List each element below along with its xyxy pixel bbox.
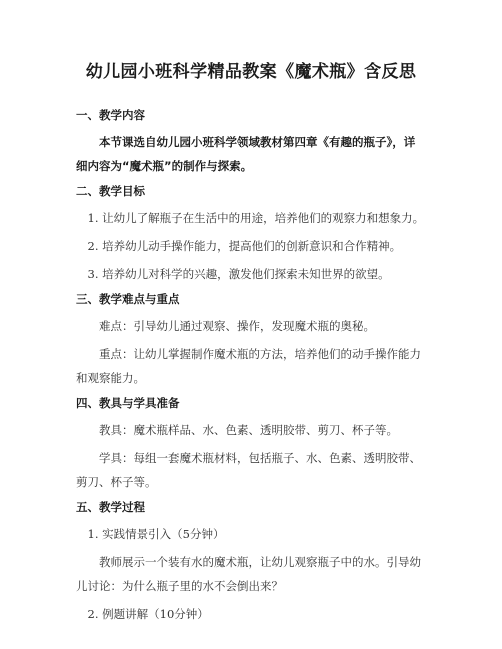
list-item: 1. 实践情景引入（5分钟） bbox=[87, 527, 225, 541]
section-heading: 三、教学难点与重点 bbox=[76, 292, 180, 306]
paragraph: 教具：魔术瓶样品、水、色素、透明胶带、剪刀、杯子等。 bbox=[99, 423, 398, 437]
section-heading: 二、教学目标 bbox=[76, 184, 145, 198]
paragraph: 重点：让幼儿掌握制作魔术瓶的方法，培养他们的动手操作能力和观察能力。 bbox=[76, 347, 421, 385]
paragraph: 教师展示一个装有水的魔术瓶，让幼儿观察瓶子中的水。引导幼儿讨论：为什么瓶子里的水不会倒出来？ bbox=[76, 555, 421, 593]
document-title: 幼儿园小班科学精品教案《魔术瓶》含反思 bbox=[85, 62, 417, 82]
section-materials bbox=[76, 394, 426, 494]
section-teaching-content bbox=[76, 106, 426, 178]
paragraph: 学具：每组一套魔术瓶材料，包括瓶子、水、色素、透明胶带、剪刀、杯子等。 bbox=[76, 451, 421, 489]
section-heading: 一、教学内容 bbox=[76, 108, 145, 122]
paragraph: 本节课选自幼儿园小班科学领域教材第四章《有趣的瓶子》，详细内容为“魔术瓶”的制作与探索。 bbox=[76, 135, 416, 173]
section-difficulties-focus bbox=[76, 290, 426, 390]
list-item: 2. 培养幼儿动手操作能力，提高他们的创新意识和合作精神。 bbox=[87, 239, 402, 253]
section-teaching-goals bbox=[76, 182, 426, 286]
paragraph: 难点：引导幼儿通过观察、操作，发现魔术瓶的奥秘。 bbox=[99, 319, 375, 333]
section-heading: 五、教学过程 bbox=[76, 500, 145, 514]
section-teaching-process bbox=[76, 498, 426, 626]
list-item: 1. 让幼儿了解瓶子在生活中的用途，培养他们的观察力和想象力。 bbox=[87, 211, 425, 225]
section-heading: 四、教具与学具准备 bbox=[76, 396, 180, 410]
list-item: 3. 培养幼儿对科学的兴趣，激发他们探索未知世界的欲望。 bbox=[87, 267, 390, 281]
list-item: 2. 例题讲解（10分钟） bbox=[87, 607, 209, 621]
